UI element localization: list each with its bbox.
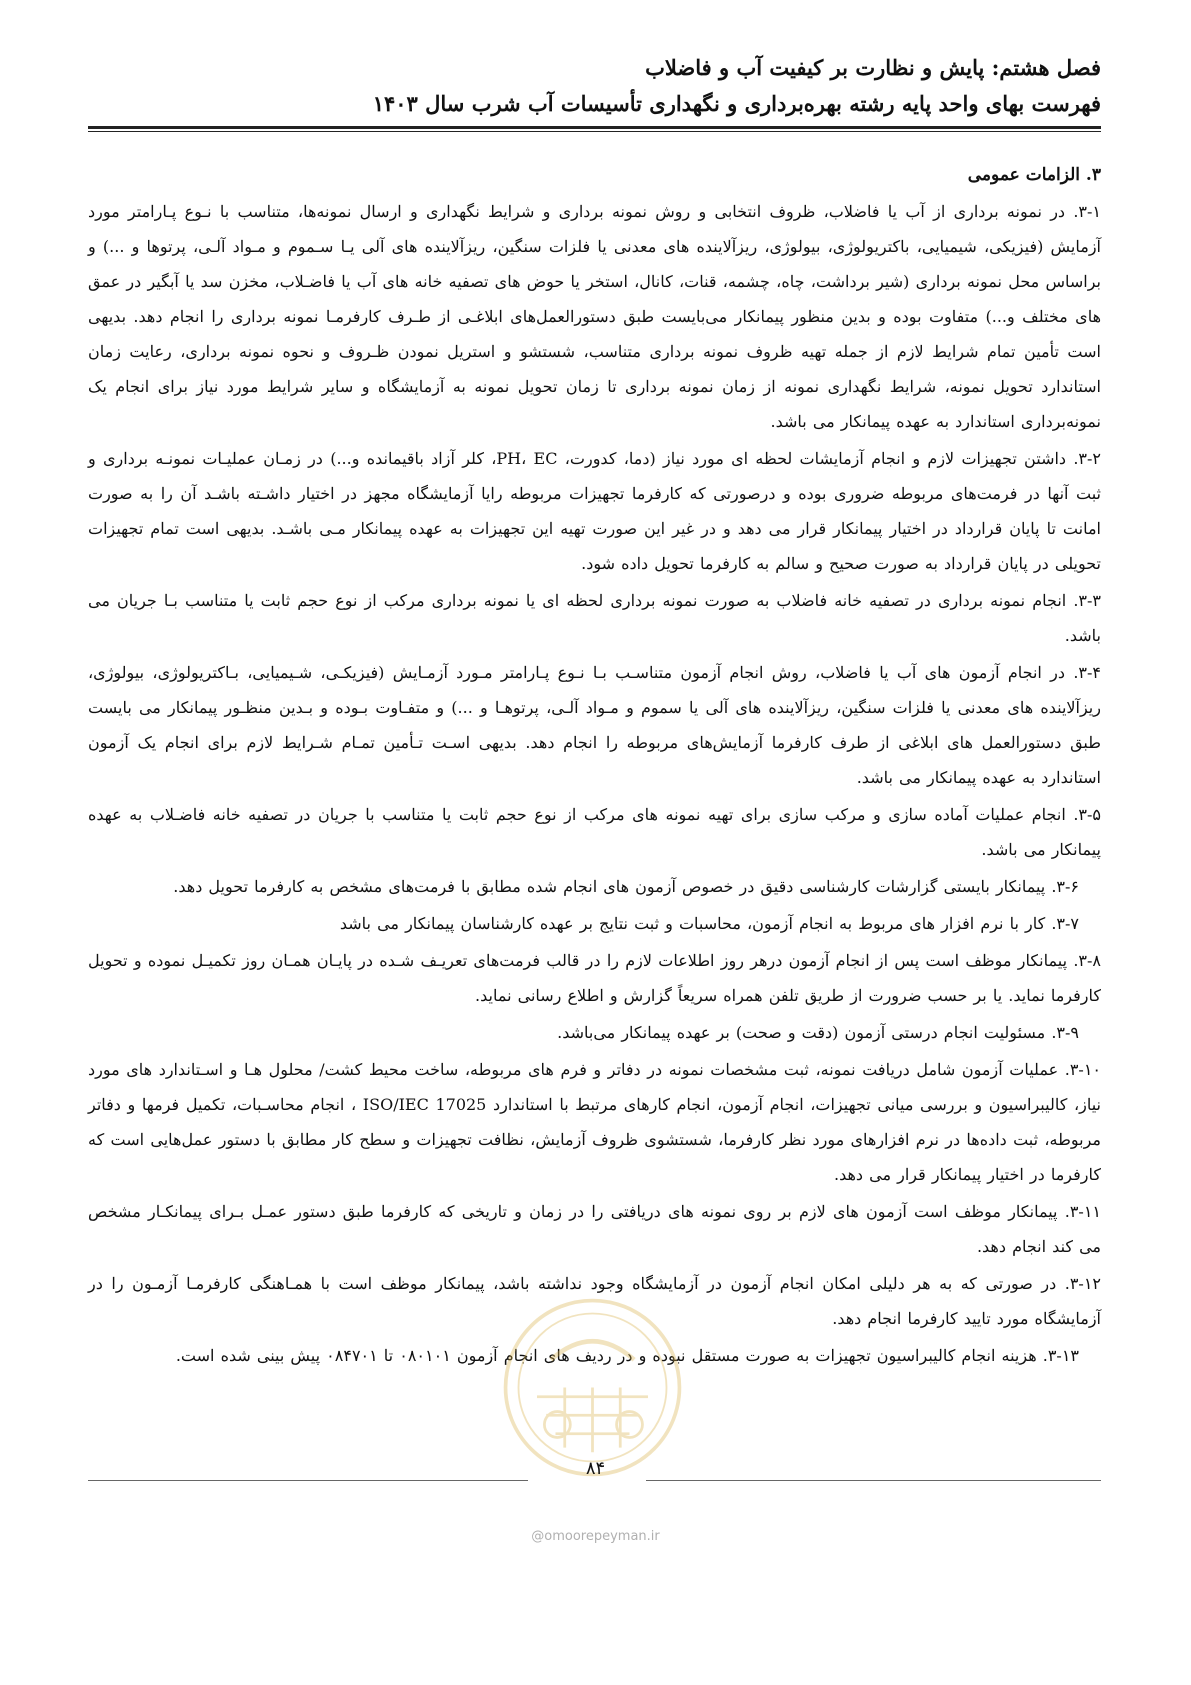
footer-rule-right bbox=[646, 1480, 1101, 1481]
paragraph-3-13: ۳-۱۳. هزینه انجام کالیبراسیون تجهیزات به صورت مستقل نبوده و در ردیف های انجام آزمون ۰۸۰۱۰۱ تا ۰۸۴۷۰۱ پیش بینی شده است. bbox=[175, 1346, 1079, 1365]
paragraph-3-10: ۳-۱۰. عملیات آزمون شامل دریافت نمونه، ثبت مشخصات نمونه در دفاتر و فرم های مربوطه، ساخت محیط کشت/ محلول هـا و اسـتاندارد های مورد نیاز، کالیبراسیون و بررسی میانی تجهیزات، انجام آزمون، انجام کارهای مرتبط با استاندارد ISO/IEC 17025 ، انجام محاسـبات، تکمیل فرمها و دفاتر مربوطه، ثبت داده‌ها در نرم افزارهای مورد نظر کارفرما، شستشوی ظروف آزمایش، نظافت تجهیزات و سطح کار مطابق با دستور عمل‌هایی است که کارفرما در اختیار پیمانکار قرار می دهد. bbox=[88, 1060, 1102, 1184]
list-title: فهرست بهای واحد پایه رشته بهره‌برداری و نگهداری تأسیسات آب شرب سال ۱۴۰۳ bbox=[372, 91, 1101, 116]
chapter-title: فصل هشتم: پایش و نظارت بر کیفیت آب و فاضلاب bbox=[645, 55, 1101, 80]
paragraph-3-11: ۳-۱۱. پیمانکار موظف است آزمون های لازم بر روی نمونه های دریافتی را در زمان و تاریخی که کارفرما طبق دستور عمـل بـرای پیمانکـار مشخص می کند انجام دهد. bbox=[88, 1202, 1101, 1256]
paragraph-3-2: ۳-۲. داشتن تجهیزات لازم و انجام آزمایشات لحظه ای مورد نیاز (دما، کدورت، PH، EC، کلر آزاد باقیمانده و...) در زمـان عملیـات نمونـه برداری و ثبت آنها در فرمت‌های مربوطه ضروری بوده و درصورتی که کارفرما تجهیزات مربوطه رایا آزمایشگاه مجهز در اختیار داشـته باشـد آن را به صورت امانت تا پایان قرارداد در اختیار پیمانکار قرار می دهد و در غیر این صورت تهیه این تجهیزات به عهده پیمانکار مـی باشـد. بدیهی است تمام تجهیزات تحویلی در پایان قرارداد به صورت صحیح و سالم به کارفرما تحویل داده شود. bbox=[88, 449, 1101, 573]
paragraph-3-5: ۳-۵. انجام عملیات آماده سازی و مرکب سازی برای تهیه نمونه های مرکب از نوع حجم ثابت یا متناسب با جریان در تصفیه خانه فاضـلاب به عهده پیمانکار می باشد. bbox=[88, 805, 1101, 859]
paragraph-3-3: ۳-۳. انجام نمونه برداری در تصفیه خانه فاضلاب به صورت نمونه برداری لحظه ای یا نمونه برداری مرکب از نوع حجم ثابت یا متناسب بـا جریان می باشد. bbox=[88, 591, 1101, 645]
main-content bbox=[88, 160, 1101, 1375]
page-header bbox=[88, 50, 1101, 122]
section-title: ۳. الزامات عمومی bbox=[967, 165, 1101, 185]
paragraph-3-8: ۳-۸. پیمانکار موظف است پس از انجام آزمون درهر روز اطلاعات لازم را در قالب فرمت‌های تعریـف شـده در پایـان همـان روز تکمیـل نموده و تحویل کارفرما نماید. یا بر حسب ضرورت از طریق تلفن همراه سریعاً گزارش و اطلاع رسانی نماید. bbox=[88, 951, 1101, 1005]
seal-watermark-icon bbox=[500, 1295, 685, 1480]
footer-rule-left bbox=[88, 1480, 528, 1481]
paragraph-3-6: ۳-۶. پیمانکار بایستی گزارشات کارشناسی دقیق در خصوص آزمون های انجام شده مطابق با فرمت‌های مشخص به کارفرما تحویل دهد. bbox=[173, 877, 1079, 896]
paragraph-3-4: ۳-۴. در انجام آزمون های آب یا فاضلاب، روش انجام آزمون متناسـب بـا نـوع پـارامتر مـورد آزمـایش (فیزیکـی، شـیمیایی، بـاکتریولوژی، بیولوژی، ریزآلاینده های معدنی یا فلزات سنگین، ریزآلاینده های آلی یا سموم و مـواد آلـی، پرتوهـا و ...) و متفـاوت بـوده و بـدین منظـور پیمانکار می بایست طبق دستورالعمل های ابلاغی از طرف کارفرما آزمایش‌های مربوطه را انجام دهد. بدیهی اسـت تـأمین تمـام شـرایط لازم برای انجام یک آزمون استاندارد به عهده پیمانکار می باشد. bbox=[88, 663, 1101, 787]
paragraph-3-7: ۳-۷. کار با نرم افزار های مربوط به انجام آزمون، محاسبات و ثبت نتایج بر عهده کارشناسان پیمانکار می باشد bbox=[339, 914, 1079, 933]
header-rule-thin bbox=[88, 131, 1101, 132]
page-number: ۸۴ bbox=[585, 1458, 606, 1479]
paragraph-3-9: ۳-۹. مسئولیت انجام درستی آزمون (دقت و صحت) بر عهده پیمانکار می‌باشد. bbox=[557, 1023, 1079, 1042]
paragraph-3-12: ۳-۱۲. در صورتی که به هر دلیلی امکان انجام آزمون در آزمایشگاه وجود نداشته باشد، پیمانکار موظف است با همـاهنگی کارفرمـا آزمـون را در آزمایشگاه مورد تایید کارفرما انجام دهد. bbox=[88, 1274, 1101, 1328]
paragraph-3-1: ۳-۱. در نمونه برداری از آب یا فاضلاب، ظروف انتخابی و روش نمونه برداری و شرایط نگهداری و ارسال نمونه‌ها، متناسب با نـوع پـارامتر مورد آزمایش (فیزیکی، شیمیایی، باکتریولوژی، بیولوژی، ریزآلاینده های معدنی یا فلزات سنگین، ریزآلاینده های آلی یـا سـموم و مـواد آلـی، پرتوها و ...) و براساس محل نمونه برداری (شیر برداشت، چاه، چشمه، قنات، کانال، استخر یا حوض های تصفیه خانه های آب یا فاضـلاب، مخزن سد یا آبگیر در عمق های مختلف و...) متفاوت بوده و بدین منظور پیمانکار می‌بایست طبق دستورالعمل‌های ابلاغـی از طـرف کارفرمـا نمونه برداری را انجام دهد. بدیهی است تأمین تمام شرایط لازم از جمله تهیه ظروف نمونه برداری متناسب، شستشو و استریل نمودن ظـروف و نحوه نمونه برداری، رعایت زمان استاندارد تحویل نمونه، شرایط نگهداری نمونه از زمان نمونه برداری تا زمان تحویل نمونه به آزمایشگاه و سایر شرایط مورد نیاز برای انجام یک نمونه‌برداری استاندارد به عهده پیمانکار می باشد. bbox=[88, 202, 1102, 431]
header-rule bbox=[88, 126, 1101, 129]
website-watermark: @omoorepeyman.ir bbox=[531, 1529, 660, 1544]
